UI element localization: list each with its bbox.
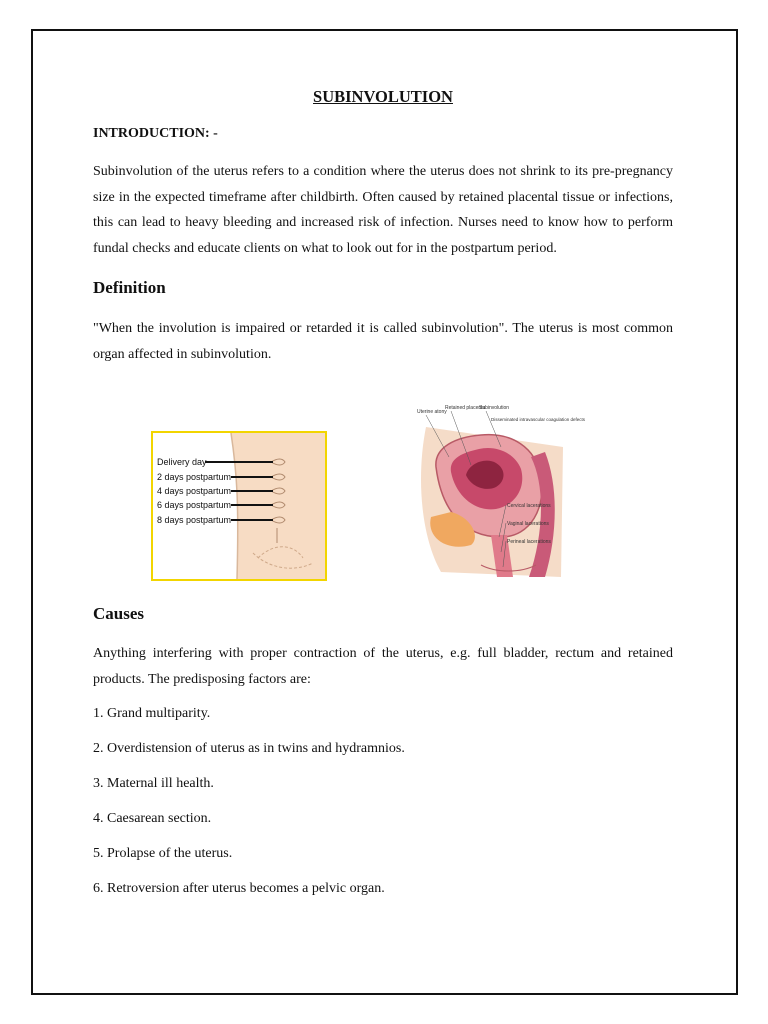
causes-list-item: 4. Caesarean section. [93, 811, 212, 826]
fundal-label-5: 8 days postpartum [157, 515, 232, 525]
causes-list-item: 6. Retroversion after uterus becomes a pelvic organ. [93, 881, 385, 896]
causes-paragraph: Anything interfering with proper contraction of the uterus, e.g. full bladder, rectum and retained products. The predisposing factors are: [93, 646, 673, 687]
uterus-label-7: Perineal lacerations [507, 539, 551, 545]
uterus-label-6: Vaginal lacerations [507, 521, 549, 527]
uterus-label-2: Retained placenta [445, 405, 486, 411]
uterus-illustration [331, 387, 593, 585]
document-title: SUBINVOLUTION [313, 87, 453, 106]
causes-list-item: 2. Overdistension of uterus as in twins and hydramnios. [93, 741, 405, 756]
fundal-label-4: 6 days postpartum [157, 500, 232, 510]
fundal-label-2: 2 days postpartum [157, 472, 232, 482]
uterus-label-3: Subinvolution [479, 405, 510, 411]
fundal-height-figure [151, 431, 327, 581]
uterus-cross-section-figure [331, 387, 593, 585]
definition-paragraph: "When the involution is impaired or retarded it is called subinvolution". The uterus is most common organ affected in subinvolution. [93, 321, 673, 362]
fundal-label-3: 4 days postpartum [157, 486, 232, 496]
causes-list-item: 3. Maternal ill health. [93, 776, 214, 791]
fundal-label-1: Delivery day [157, 457, 207, 467]
uterus-label-4: Disseminated intravascular coagulation defects [491, 417, 586, 422]
introduction-heading: INTRODUCTION: - [93, 126, 218, 141]
causes-list-item: 1. Grand multiparity. [93, 706, 211, 721]
fundal-height-illustration [153, 433, 325, 579]
figures-row [93, 387, 673, 585]
causes-list-item: 5. Prolapse of the uterus. [93, 846, 233, 861]
document-body [93, 86, 673, 899]
definition-heading: Definition [93, 278, 166, 297]
causes-heading: Causes [93, 604, 145, 623]
introduction-paragraph: Subinvolution of the uterus refers to a condition where the uterus does not shrink to its pre-pregnancy size in the expected timeframe after childbirth. Often caused by retained placental tissue or infections, this can lead to heavy bleeding and increased risk of infection. Nurses need to know how to perform fundal checks and educate clients on what to look out for in the postpartum period. [93, 164, 673, 256]
uterus-label-1: Uterine atony [417, 409, 447, 415]
uterus-label-5: Cervical lacerations [507, 503, 551, 509]
